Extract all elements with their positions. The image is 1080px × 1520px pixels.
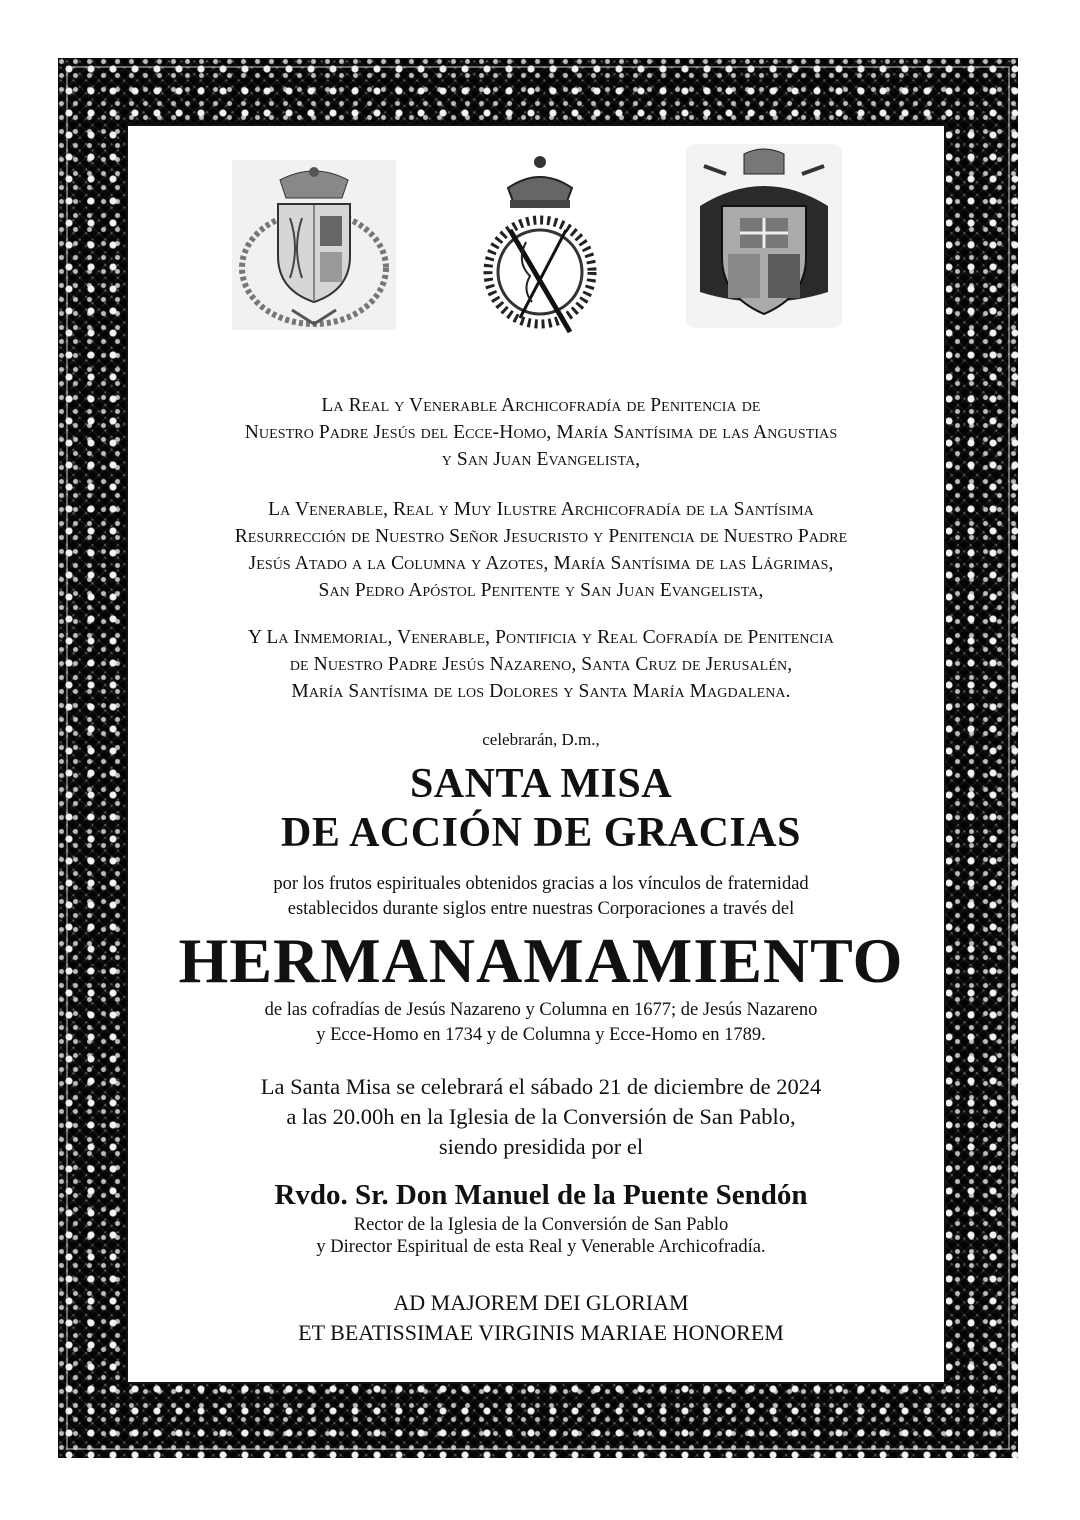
text-line: La Real y Venerable Archicofradía de Penitencia de [321, 395, 761, 416]
text-line: San Pedro Apóstol Penitente y San Juan Evangelista, [318, 580, 764, 601]
text-line: Jesús Atado a la Columna y Azotes, María Santísima de las Lágrimas, [248, 553, 834, 574]
text-line: siendo presidida por el [438, 1134, 644, 1159]
text-line: y Ecce-Homo en 1734 y de Columna y Ecce-Homo en 1789. [316, 1025, 766, 1045]
celebrant-role [126, 1214, 956, 1258]
text-line: Rector de la Iglesia de la Conversión de San Pablo [353, 1215, 729, 1235]
text-line: La Santa Misa se celebrará el sábado 21 de diciembre de 2024 [260, 1074, 822, 1099]
text-line: María Santísima de los Dolores y Santa María Magdalena. [291, 681, 791, 702]
celebrant-name: Rvdo. Sr. Don Manuel de la Puente Sendón [274, 1179, 808, 1211]
text-line: La Venerable, Real y Muy Ilustre Archicofradía de la Santísima [268, 499, 814, 520]
text-line: y Director Espiritual de esta Real y Venerable Archicofradía. [316, 1237, 766, 1257]
text-line: a las 20.00h en la Iglesia de la Conversión de San Pablo, [286, 1104, 796, 1129]
text-line: establecidos durante siglos entre nuestras Corporaciones a través del [287, 899, 795, 919]
text-line: Y La Inmemorial, Venerable, Pontificia y Real Cofradía de Penitencia [247, 627, 835, 648]
brotherhood-paragraph-2 [126, 496, 956, 604]
coat-of-arms-icon [232, 160, 396, 330]
text-line: de las cofradías de Jesús Nazareno y Columna en 1677; de Jesús Nazareno [264, 1000, 818, 1020]
papal-coat-of-arms-icon [686, 144, 842, 328]
crown-of-thorns-icon [470, 150, 610, 340]
latin-motto [126, 1288, 956, 1348]
title-line-2: DE ACCIÓN DE GRACIAS [281, 810, 801, 856]
headline: HERMANAMAMIENTO [178, 925, 904, 996]
brotherhood-paragraph-1 [126, 392, 956, 473]
text-line: AD MAJOREM DEI GLORIAM [393, 1290, 689, 1315]
brotherhood-paragraph-3 [126, 624, 956, 705]
text-line: Nuestro Padre Jesús del Ecce-Homo, María Santísima de las Angustias [244, 422, 838, 443]
purpose-text [126, 872, 956, 922]
text-line: y San Juan Evangelista, [441, 449, 641, 470]
detail-text [126, 998, 956, 1048]
intro-text: celebrarán, D.m., [482, 730, 600, 749]
text-line: por los frutos espirituales obtenidos gracias a los vínculos de fraternidad [273, 874, 809, 894]
text-line: de Nuestro Padre Jesús Nazareno, Santa Cruz de Jerusalén, [289, 654, 793, 675]
text-line: Resurrección de Nuestro Señor Jesucristo y Penitencia de Nuestro Padre [234, 526, 848, 547]
title-line-1: SANTA MISA [409, 761, 673, 807]
text-line: ET BEATISSIMAE VIRGINIS MARIAE HONOREM [298, 1320, 784, 1345]
mass-details [126, 1072, 956, 1162]
